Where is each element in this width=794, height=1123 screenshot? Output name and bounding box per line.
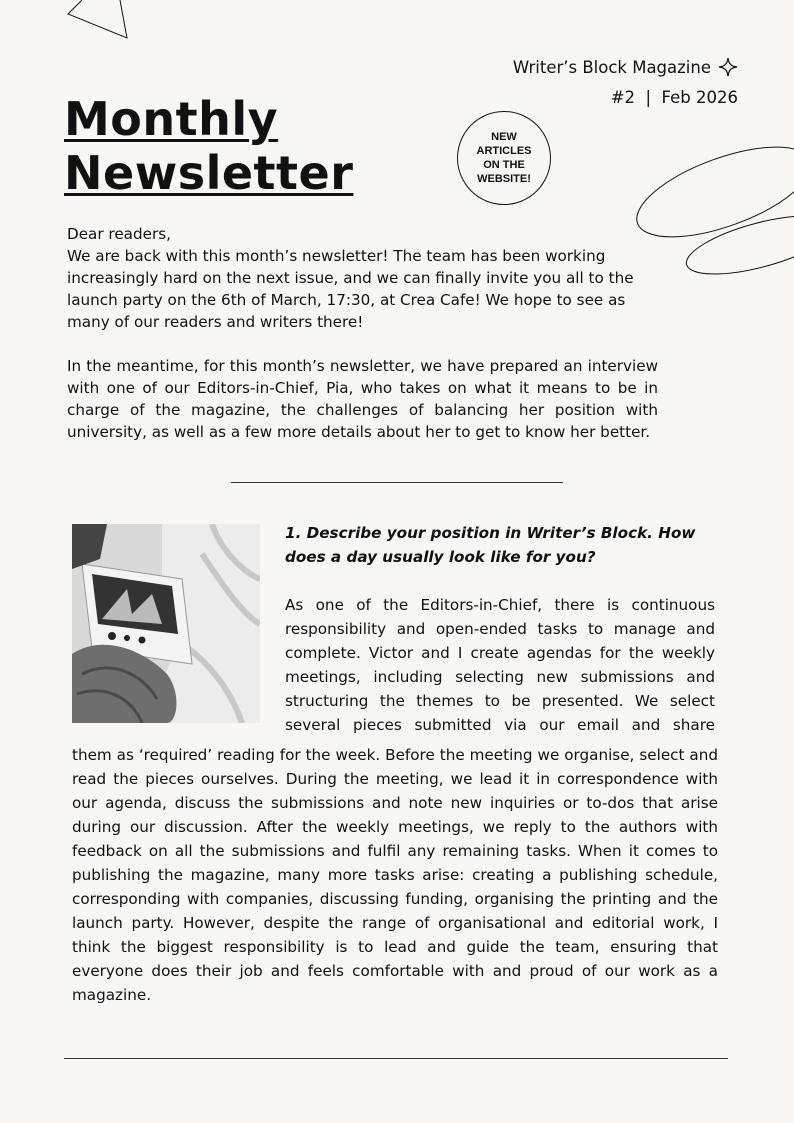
triangle-decoration-icon [64,0,130,40]
title-line-1: Monthly [64,92,279,146]
footer-divider [64,1058,728,1059]
interview-question-1: 1. Describe your position in Writer’s Block. How does a day usually look like for you? [285,524,696,566]
editor-photo [72,524,260,723]
page-title [64,92,353,200]
brand-name: Writer’s Block Magazine [512,57,711,77]
new-articles-badge: NEW ARTICLES ON THE WEBSITE! [457,111,551,205]
intro-paragraph-1: We are back with this month’s newsletter! The team has been working increasingly hard on the next issue, and we can finally invite you all to the launch party on the 6th of March, 17:30, at Crea Cafe! We hope to see as many of our readers and writers there! [67,247,634,331]
magazine-brand [513,57,738,77]
intro-paragraph-2: In the meantime, for this month’s newsletter, we have prepared an interview with one of our Editors-in-Chief, Pia, who takes on what it means to be in charge of the magazine, the challenges of balancing her position with university, as well as a few more details about her to get to know her better. [67,357,658,441]
greeting: Dear readers, [67,225,171,243]
interview-answer-1-part-2: them as ‘required’ reading for the week. Before the meeting we organise, select and read the pieces ourselves. During the meeting, we lead it in correspondence with our agenda, discuss the submissions and note new inquiries or to-dos that arise during our discussion. After the weekly meetings, we reply to the authors with feedback on all the submissions and fulfil any remaining tasks. When it comes to publishing the magazine, many more tasks arise: creating a publishing schedule, corresponding with companies, discussing funding, organising the printing and the launch party. However, despite the range of organisational and editorial work, I think the biggest responsibility is to lead and guide the team, ensuring that everyone does their job and feels comfortable with and proud of our work as a magazine. [72,746,718,1004]
section-divider [231,482,563,483]
interview-answer-1-part-1: As one of the Editors-in-Chief, there is continuous responsibility and open-ended tasks to manage and complete. Victor and I create agendas for the weekly meetings, including selecting new submissions and structuring the themes to be presented. We select several pieces submitted via our email and share [285,596,715,734]
sparkle-star-icon [718,57,738,77]
issue-date: #2 | Feb 2026 [610,88,738,107]
title-line-2: Newsletter [64,146,354,200]
